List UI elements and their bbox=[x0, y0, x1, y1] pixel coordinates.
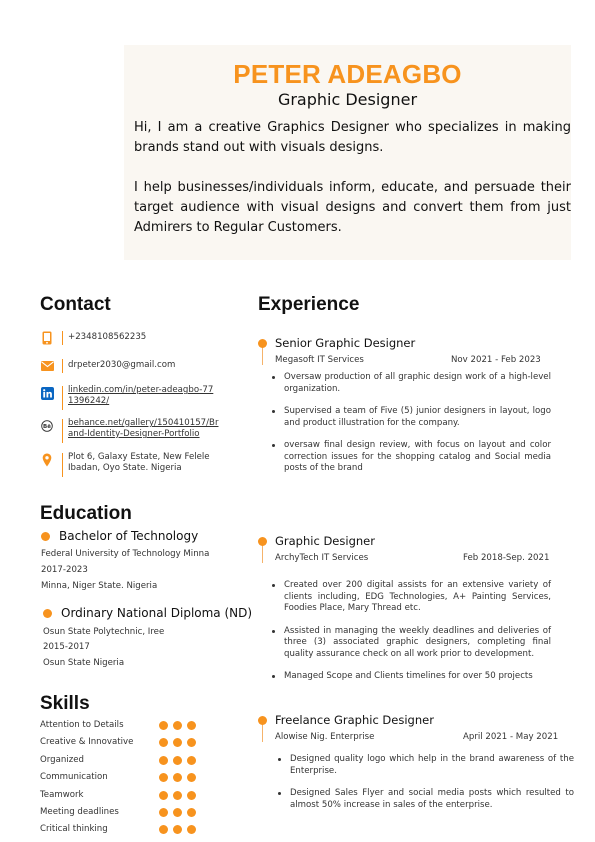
job-bullet-item: oversaw final design review, with focus on layout and color correction issues for the shopping catalog and Social media posts of the brand bbox=[284, 440, 551, 473]
skill-rating bbox=[159, 721, 196, 730]
skill-dot-icon bbox=[187, 738, 196, 747]
job-bullet-item: Designed quality logo which help in the brand awareness of the Enterprise. bbox=[290, 754, 574, 776]
job-title: Freelance Graphic Designer bbox=[275, 713, 434, 727]
education-location: Minna, Niger State. Nigeria bbox=[41, 581, 158, 591]
contact-behance[interactable] bbox=[40, 418, 240, 443]
job-bullets bbox=[284, 580, 551, 694]
intro-paragraph-2: I help businesses/individuals inform, educate, and persuade their target audience with visual designs and convert them from just Admirers to Regular Customers. bbox=[134, 180, 571, 235]
contact-heading: Contact bbox=[40, 294, 111, 315]
skill-rating bbox=[159, 756, 196, 765]
job-title: Senior Graphic Designer bbox=[275, 336, 416, 350]
skill-dot-icon bbox=[159, 808, 168, 817]
timeline-line bbox=[262, 544, 263, 563]
skill-name: Critical thinking bbox=[40, 824, 108, 835]
education-heading: Education bbox=[40, 503, 132, 524]
education-years: 2015-2017 bbox=[43, 642, 90, 652]
candidate-role: Graphic Designer bbox=[277, 90, 418, 109]
skill-name: Teamwork bbox=[40, 789, 84, 800]
contact-address bbox=[40, 452, 240, 477]
behance-icon bbox=[40, 419, 54, 433]
skill-dot-icon bbox=[173, 721, 182, 730]
contact-phone[interactable] bbox=[40, 330, 240, 345]
skill-dot-icon bbox=[159, 773, 168, 782]
skill-dot-icon bbox=[159, 756, 168, 765]
skill-dot-icon bbox=[187, 825, 196, 834]
job-bullet-item: Oversaw production of all graphic design work of a high-level organization. bbox=[284, 372, 551, 394]
contact-divider bbox=[62, 359, 63, 373]
education-years: 2017-2023 bbox=[41, 565, 88, 575]
skill-rating bbox=[159, 791, 196, 800]
email-icon bbox=[40, 359, 54, 373]
education-bullet-icon bbox=[41, 532, 50, 541]
intro-paragraph-1: Hi, I am a creative Graphics Designer who specializes in making brands stand out with visuals designs. bbox=[134, 120, 571, 155]
contact-divider bbox=[62, 331, 63, 345]
job-title: Graphic Designer bbox=[275, 534, 375, 548]
education-location: Osun State Nigeria bbox=[43, 658, 125, 668]
skill-dot-icon bbox=[187, 773, 196, 782]
skill-dot-icon bbox=[159, 791, 168, 800]
candidate-name: PETER ADEAGBO bbox=[233, 59, 462, 89]
contact-divider bbox=[62, 419, 63, 443]
job-company: Alowise Nig. Enterprise bbox=[275, 732, 375, 742]
skill-rating bbox=[159, 825, 196, 834]
education-bullet-icon bbox=[43, 609, 52, 618]
experience-heading: Experience bbox=[258, 294, 360, 315]
skill-dot-icon bbox=[173, 738, 182, 747]
skill-dot-icon bbox=[173, 825, 182, 834]
job-bullet-icon bbox=[258, 339, 267, 348]
skill-name: Communication bbox=[40, 772, 108, 783]
skill-rating bbox=[159, 808, 196, 817]
location-pin-icon bbox=[40, 453, 54, 467]
skill-dot-icon bbox=[187, 791, 196, 800]
education-school: Osun State Polytechnic, Iree bbox=[43, 627, 165, 637]
skill-dot-icon bbox=[159, 721, 168, 730]
skill-dot-icon bbox=[173, 791, 182, 800]
phone-icon bbox=[40, 331, 54, 345]
job-bullet-item: Supervised a team of Five (5) junior designers in layout, logo and product illustration for the company. bbox=[284, 406, 551, 428]
svg-text:Bē: Bē bbox=[43, 424, 51, 431]
job-bullet-item: Assisted in managing the weekly deadlines and deliveries of three (3) associated graphic designers, completing final quality assurance check on all work prior to development. bbox=[284, 625, 551, 659]
job-bullet-icon bbox=[258, 537, 267, 546]
skill-name: Creative & Innovative bbox=[40, 737, 134, 748]
job-bullet-icon bbox=[258, 716, 267, 725]
skill-dot-icon bbox=[159, 738, 168, 747]
skill-rating bbox=[159, 773, 196, 782]
skill-name: Attention to Details bbox=[40, 720, 124, 730]
linkedin-icon bbox=[40, 386, 54, 400]
timeline-line bbox=[262, 723, 263, 742]
education-degree: Ordinary National Diploma (ND) bbox=[61, 606, 253, 620]
skill-name: Organized bbox=[40, 754, 84, 765]
job-dates: Feb 2018-Sep. 2021 bbox=[463, 553, 550, 563]
contact-text: drpeter2030@gmail.com bbox=[68, 360, 176, 370]
contact-linkedin[interactable] bbox=[40, 385, 240, 410]
skill-dot-icon bbox=[173, 808, 182, 817]
contact-divider bbox=[62, 453, 63, 477]
skill-rating bbox=[159, 738, 196, 747]
timeline-line bbox=[262, 346, 263, 365]
contact-divider bbox=[62, 386, 63, 410]
contact-text: +2348108562235 bbox=[68, 332, 147, 342]
job-bullets bbox=[290, 754, 574, 822]
job-dates: April 2021 - May 2021 bbox=[463, 732, 559, 742]
skill-dot-icon bbox=[187, 721, 196, 730]
job-dates: Nov 2021 - Feb 2023 bbox=[451, 355, 541, 365]
job-bullets bbox=[284, 372, 551, 486]
skill-dot-icon bbox=[187, 756, 196, 765]
contact-text: Plot 6, Galaxy Estate, New Felele Ibadan, Oyo State. Nigeria bbox=[68, 452, 210, 473]
job-bullet-item: Created over 200 digital assists for an extensive variety of clients including, EDG Technologies, A+ Painting Services, Foodies Place, Mary Thread etc. bbox=[284, 580, 551, 613]
job-bullet-item: Designed Sales Flyer and social media posts which resulted to almost 50% increase in sales of the enterprise. bbox=[290, 788, 574, 810]
skill-dot-icon bbox=[173, 756, 182, 765]
skill-dot-icon bbox=[159, 825, 168, 834]
behance-link[interactable]: behance.net/gallery/150410157/Brand-Identity-Designer-Portfolio bbox=[68, 418, 219, 439]
job-company: ArchyTech IT Services bbox=[275, 553, 369, 563]
contact-email[interactable] bbox=[40, 358, 240, 373]
education-degree: Bachelor of Technology bbox=[59, 529, 199, 543]
skill-dot-icon bbox=[173, 773, 182, 782]
linkedin-link[interactable]: linkedin.com/in/peter-adeagbo-771396242/ bbox=[68, 385, 214, 406]
job-bullet-item: Managed Scope and Clients timelines for over 50 projects bbox=[284, 671, 551, 683]
education-school: Federal University of Technology Minna bbox=[41, 549, 210, 559]
skill-dot-icon bbox=[187, 808, 196, 817]
skills-heading: Skills bbox=[40, 693, 90, 714]
job-company: Megasoft IT Services bbox=[275, 355, 364, 365]
skill-name: Meeting deadlines bbox=[40, 807, 119, 817]
